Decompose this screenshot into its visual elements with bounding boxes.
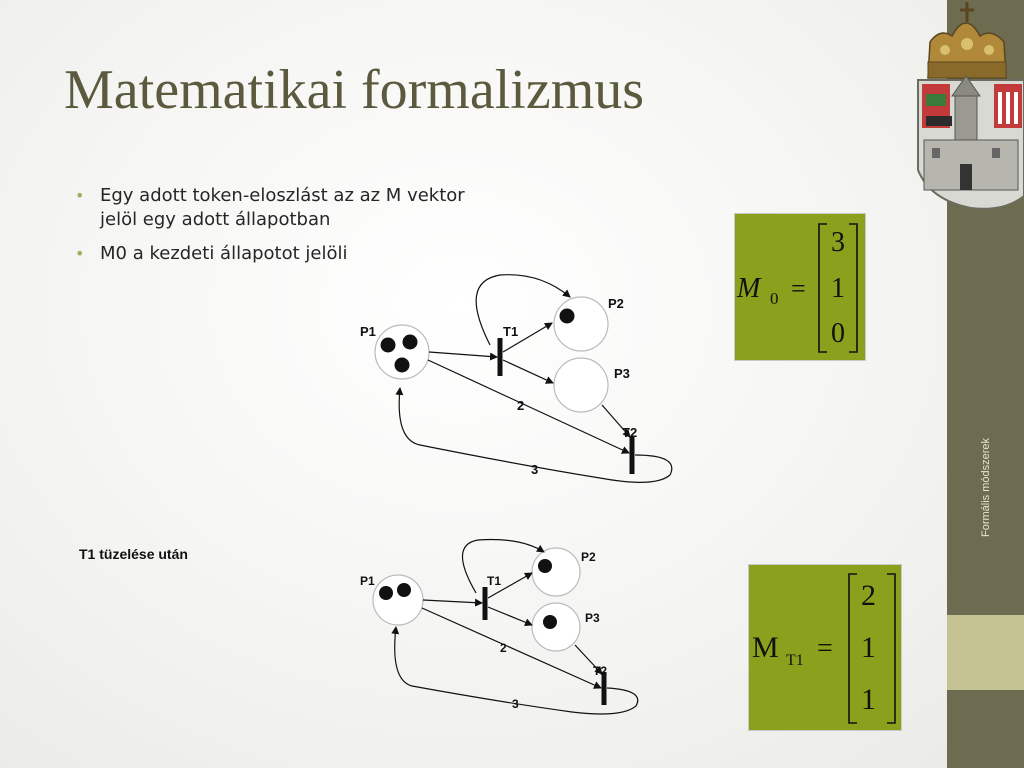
token-dot <box>538 559 552 573</box>
arc-weight-label: 2 <box>517 398 525 413</box>
matrix-value: 2 <box>861 579 876 612</box>
arc-weight-label: 3 <box>531 462 539 477</box>
arc-weight-label: 3 <box>512 697 519 711</box>
matrix-value: 1 <box>861 683 876 716</box>
place-p1 <box>373 575 423 625</box>
bullet-item: • M0 a kezdeti állapotot jelöli <box>75 242 475 266</box>
place-p3 <box>554 358 608 412</box>
place-label: P1 <box>360 324 376 339</box>
token-dot <box>560 309 575 324</box>
transition-label: T2 <box>593 664 608 678</box>
place-label: P2 <box>581 550 596 564</box>
place-label: P2 <box>608 296 624 311</box>
place-label: P3 <box>614 366 630 381</box>
transition-label: T2 <box>622 425 638 440</box>
place-p2 <box>554 297 608 351</box>
arc-weight-label: 2 <box>500 641 507 655</box>
transition-label: T1 <box>487 574 502 588</box>
petri-net-after-t1 <box>373 540 638 715</box>
place-label: P1 <box>360 574 375 588</box>
token-dot <box>403 335 418 350</box>
token-dot <box>397 583 411 597</box>
equals-sign: = <box>791 274 806 303</box>
matrix-value: 0 <box>831 318 845 349</box>
token-dot <box>379 586 393 600</box>
after-firing-caption: T1 tüzelése után <box>79 546 188 562</box>
matrix-value: 3 <box>831 227 845 258</box>
matrix-value: 1 <box>861 631 876 664</box>
matrix-symbol: M <box>752 631 779 664</box>
bullet-item: • Egy adott token-eloszlást az az M vektor jelöl egy adott állapotban <box>75 184 475 232</box>
token-dot <box>543 615 557 629</box>
place-p2 <box>532 548 580 596</box>
equals-sign: = <box>817 633 833 664</box>
transition-label: T1 <box>503 324 519 339</box>
slide-title: Matematikai formalizmus <box>64 59 645 121</box>
place-p3 <box>532 603 580 651</box>
matrix-value: 1 <box>831 273 845 304</box>
sidebar-course-label: Formális módszerek <box>980 437 992 537</box>
matrix-subscript: 0 <box>770 289 779 308</box>
matrix-subscript: T1 <box>786 652 804 669</box>
token-dot <box>395 358 410 373</box>
place-label: P3 <box>585 611 600 625</box>
matrix-symbol: M <box>737 273 761 304</box>
token-dot <box>381 338 396 353</box>
